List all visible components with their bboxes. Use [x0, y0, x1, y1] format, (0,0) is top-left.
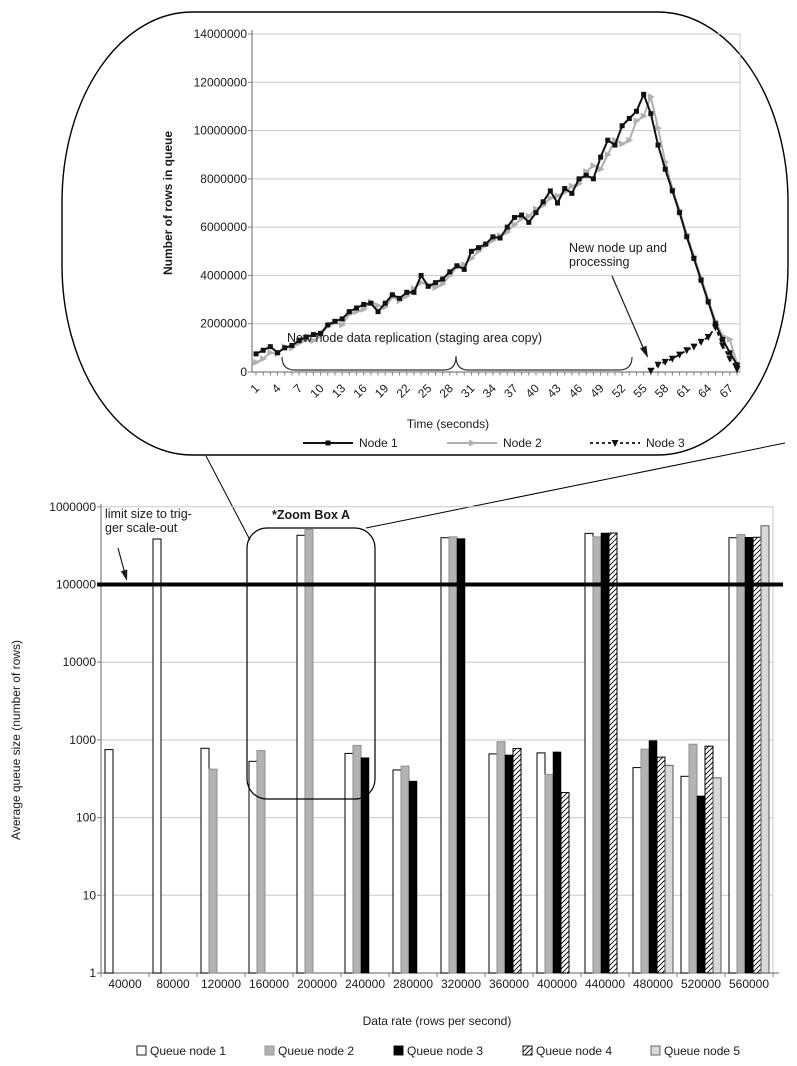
top-ylabel: Number of rows in queue	[161, 130, 175, 276]
top-x-tick-label: 52	[608, 381, 629, 401]
series-marker-square	[663, 167, 668, 172]
series-marker-square	[426, 284, 431, 289]
series-marker-square	[612, 143, 617, 148]
bar	[449, 537, 457, 973]
bar	[553, 752, 561, 973]
legend-label: Queue node 4	[536, 1044, 613, 1058]
series-marker-square	[541, 199, 546, 204]
top-y-tick-label: 10000000	[193, 123, 247, 138]
bar	[305, 530, 313, 973]
series-marker-square	[519, 213, 524, 218]
series-marker-square	[562, 186, 567, 191]
bar	[505, 755, 513, 973]
series-marker-square	[656, 143, 661, 148]
bar	[361, 758, 369, 973]
zoom-box-label	[272, 508, 350, 522]
bottom-y-tick-label: 1000	[69, 732, 96, 747]
series-marker-square	[469, 249, 474, 254]
bar	[737, 535, 745, 973]
bar	[489, 754, 497, 973]
bottom-y-tick-label: 100	[75, 810, 96, 825]
series-marker-square	[548, 188, 553, 193]
bottom-x-tick-label: 240000	[344, 977, 386, 991]
bottom-x-tick-label: 400000	[536, 977, 578, 991]
top-x-tick-label: 16	[350, 381, 370, 401]
series-marker-square	[605, 138, 610, 143]
series-marker-square	[325, 322, 330, 327]
bottom-x-tick-label: 40000	[108, 977, 142, 991]
top-x-tick-label: 31	[458, 381, 478, 401]
series-marker-square	[390, 292, 395, 297]
series-marker-square	[455, 263, 460, 268]
legend-swatch	[523, 1046, 532, 1055]
series-marker-square	[332, 319, 337, 324]
bottom-x-tick-label: 480000	[632, 977, 674, 991]
series-marker-square	[648, 111, 653, 116]
bar	[457, 539, 465, 973]
limit-arrow-line	[118, 548, 125, 574]
series-marker-square	[699, 278, 704, 283]
series-marker-square	[598, 155, 603, 160]
series-marker-square	[404, 290, 409, 295]
series-marker-square	[620, 123, 625, 128]
series-marker-square	[433, 280, 438, 285]
series-marker-square	[584, 173, 589, 178]
series-marker-square	[498, 236, 503, 241]
top-x-tick-label: 37	[501, 381, 521, 401]
legend-label: Node 3	[646, 436, 685, 450]
top-x-tick-label: 55	[630, 381, 650, 401]
bar	[689, 744, 697, 973]
legend-label: Node 1	[359, 436, 398, 450]
bar	[729, 538, 737, 973]
bar	[201, 748, 209, 973]
bottom-y-tick-label: 1	[89, 966, 96, 980]
bar	[705, 746, 713, 973]
bottom-x-tick-label: 360000	[488, 977, 530, 991]
bar	[545, 774, 553, 973]
top-x-tick-label: 1	[247, 381, 263, 396]
bar	[513, 749, 521, 973]
bar	[585, 533, 593, 973]
series-marker-square	[591, 176, 596, 181]
legend-label: Queue node 3	[407, 1044, 484, 1058]
top-x-tick-label: 43	[544, 381, 564, 401]
bar	[745, 537, 753, 973]
series-marker-square	[447, 269, 452, 274]
series-marker-square	[627, 116, 632, 121]
top-y-tick-label: 0	[240, 365, 247, 379]
legend-swatch	[137, 1046, 146, 1055]
bar	[297, 535, 305, 973]
bottom-x-tick-label: 520000	[680, 977, 722, 991]
legend-swatch	[394, 1046, 403, 1055]
series-marker-square	[526, 220, 531, 225]
bar	[593, 537, 601, 973]
series-marker-square	[569, 191, 574, 196]
series-marker-square	[282, 345, 287, 350]
series-marker-square	[555, 201, 560, 206]
series-marker-square	[261, 348, 266, 353]
bottom-x-tick-label: 320000	[440, 977, 482, 991]
series-marker-square	[419, 273, 424, 278]
series-marker-square	[706, 299, 711, 304]
top-x-tick-label: 4	[269, 381, 284, 396]
series-marker-square	[512, 215, 517, 220]
bottom-bar-chart	[9, 500, 783, 1058]
bottom-x-tick-label: 160000	[248, 977, 290, 991]
bar	[393, 770, 401, 973]
bar	[713, 778, 721, 973]
bottom-y-tick-label: 100000	[55, 577, 96, 592]
legend-swatch	[265, 1046, 274, 1055]
series-marker-square	[670, 188, 675, 193]
bar	[401, 766, 409, 973]
series-marker-square	[411, 290, 416, 295]
bottom-y-tick-label: 10000	[62, 655, 96, 670]
bottom-x-tick-label: 80000	[156, 977, 190, 991]
bottom-ylabel: Average queue size (number of rows)	[9, 640, 23, 840]
series-marker-square	[483, 242, 488, 247]
series-marker-square	[361, 302, 366, 307]
bar	[105, 750, 113, 973]
top-x-tick-label: 64	[695, 381, 715, 401]
series-marker-square	[347, 309, 352, 314]
bar	[353, 745, 361, 973]
series-marker-square	[677, 210, 682, 215]
top-x-tick-label: 10	[307, 381, 327, 401]
top-y-tick-label: 6000000	[200, 220, 247, 235]
bar	[209, 769, 217, 973]
bottom-x-tick-label: 120000	[200, 977, 242, 991]
top-x-tick-label: 61	[673, 381, 693, 401]
bar	[761, 526, 769, 973]
bottom-x-tick-label: 440000	[584, 977, 626, 991]
top-x-tick-label: 25	[415, 381, 435, 401]
bar	[609, 533, 617, 973]
bottom-x-tick-label: 200000	[296, 977, 338, 991]
bottom-legend	[137, 1044, 740, 1058]
top-x-tick-label: 19	[371, 381, 392, 401]
replication-annotation	[287, 331, 542, 345]
bar	[441, 538, 449, 973]
bar	[681, 776, 689, 973]
series-marker-square	[577, 176, 582, 181]
new-node-annotation-line1: New node up and	[569, 241, 667, 255]
bar	[497, 742, 505, 973]
series-marker-square	[691, 256, 696, 261]
top-y-tick-label: 4000000	[200, 268, 247, 283]
series-marker-square	[462, 267, 467, 272]
bar	[561, 793, 569, 973]
limit-size-annotation	[105, 507, 192, 535]
top-x-tick-label: 58	[651, 381, 672, 401]
bar	[697, 796, 705, 973]
top-xlabel: Time (seconds)	[406, 417, 490, 431]
bar	[633, 768, 641, 973]
bar	[153, 539, 161, 973]
series-marker-square	[376, 309, 381, 314]
bar	[665, 765, 673, 973]
series-marker-square	[268, 344, 273, 349]
limit-size-annotation-line2: ger scale-out	[105, 521, 178, 535]
callout-tail-right	[366, 443, 785, 528]
top-x-tick-label: 34	[479, 381, 500, 401]
top-y-tick-label: 2000000	[200, 316, 247, 331]
series-marker-square	[254, 351, 259, 356]
new-node-annotation-line2: processing	[569, 255, 630, 269]
series-marker-square	[368, 301, 373, 306]
top-y-tick-label: 8000000	[200, 171, 247, 186]
series-marker-square	[684, 234, 689, 239]
legend-swatch	[651, 1046, 660, 1055]
zoom-box-label-text: *Zoom Box A	[272, 508, 351, 522]
series-marker-square	[476, 245, 481, 250]
top-x-tick-label: 7	[290, 381, 306, 396]
bar	[345, 753, 353, 973]
series-marker-square	[397, 296, 402, 301]
bottom-x-tick-label: 560000	[728, 977, 770, 991]
top-y-tick-label: 12000000	[193, 75, 247, 90]
top-x-tick-label: 28	[436, 381, 456, 401]
bar	[657, 757, 665, 973]
top-x-tick-label: 22	[393, 381, 413, 401]
bar	[409, 781, 417, 973]
bottom-y-tick-label: 1000000	[49, 499, 96, 514]
legend-label: Queue node 2	[278, 1044, 355, 1058]
bar	[537, 753, 545, 973]
top-x-tick-label: 49	[587, 381, 607, 401]
series-marker-square	[275, 350, 280, 355]
series-marker-square	[354, 306, 359, 311]
bar	[753, 537, 761, 973]
legend-label: Queue node 1	[150, 1044, 227, 1058]
legend-label: Node 2	[503, 436, 542, 450]
top-x-tick-label: 67	[716, 381, 736, 401]
replication-annotation-text: New node data replication (staging area copy)	[287, 331, 543, 345]
top-x-tick-label: 46	[565, 381, 586, 401]
series-marker-square	[505, 225, 510, 230]
callout-tail-left	[206, 456, 250, 540]
top-x-tick-label: 13	[328, 381, 349, 401]
bottom-x-tick-label: 280000	[392, 977, 434, 991]
series-marker-square	[533, 210, 538, 215]
legend-label: Queue node 5	[664, 1044, 741, 1058]
new-node-annotation	[569, 241, 667, 269]
bar	[601, 533, 609, 973]
top-y-tick-label: 14000000	[193, 27, 247, 41]
series-marker-square	[340, 316, 345, 321]
series-marker-square	[440, 277, 445, 282]
series-marker-square	[634, 109, 639, 114]
limit-arrow-head	[121, 570, 127, 582]
bottom-y-tick-label: 10	[82, 888, 96, 903]
bar	[641, 749, 649, 973]
series-marker-square	[641, 92, 646, 97]
bar	[257, 751, 265, 973]
series-marker-square	[490, 234, 495, 239]
limit-size-annotation-line1: limit size to trig-	[105, 507, 192, 521]
legend-marker-square	[326, 441, 331, 446]
series-marker-square	[383, 301, 388, 306]
bar	[649, 741, 657, 973]
top-x-tick-label: 40	[522, 381, 543, 401]
bottom-xlabel: Data rate (rows per second)	[362, 1014, 512, 1028]
